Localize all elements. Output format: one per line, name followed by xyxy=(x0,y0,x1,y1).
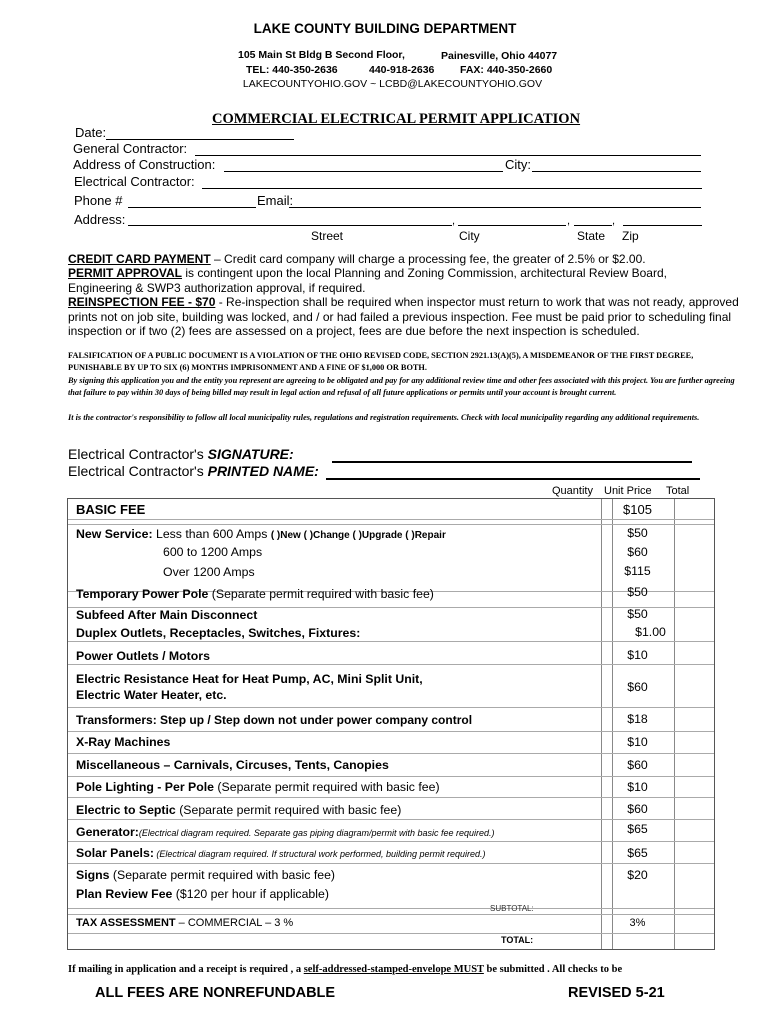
resistance-label-line2: Electric Water Heater, etc. xyxy=(76,688,227,702)
basic-fee-price: $105 xyxy=(623,502,652,517)
amps-over-1200-price: $115 xyxy=(624,564,651,578)
permit-approval-title: PERMIT APPROVAL xyxy=(68,266,183,280)
row-divider xyxy=(68,707,714,708)
misc-price: $60 xyxy=(627,758,648,772)
address-street-field[interactable] xyxy=(128,225,452,226)
pole-lighting-row xyxy=(76,780,440,794)
form-title: COMMERCIAL ELECTRICAL PERMIT APPLICATION xyxy=(212,111,581,127)
subtotal-label: SUBTOTAL: xyxy=(490,904,534,913)
zip-sublabel: Zip xyxy=(622,229,639,243)
printed-name-label xyxy=(68,463,319,479)
printed-name-field[interactable] xyxy=(326,478,700,480)
comma: , xyxy=(567,215,571,227)
mailing-suffix: be submitted . All checks to be xyxy=(483,964,623,975)
signature-field[interactable] xyxy=(332,461,692,463)
address-label: Address: xyxy=(74,212,126,227)
phone-field[interactable] xyxy=(128,207,256,208)
row-divider xyxy=(68,524,714,525)
permit-approval-notice xyxy=(68,266,728,295)
general-contractor-label: General Contractor: xyxy=(73,141,188,156)
plan-review-label: Plan Review Fee xyxy=(76,887,173,901)
amps-over-1200-label: Over 1200 Amps xyxy=(163,565,255,579)
row-divider xyxy=(68,731,714,732)
comma: , xyxy=(612,215,616,227)
pole-lighting-price: $10 xyxy=(627,780,648,794)
mailing-notice xyxy=(68,964,622,975)
power-outlets-label: Power Outlets / Motors xyxy=(76,649,210,663)
generator-note: (Electrical diagram required. Separate gas piping diagram/permit with basic fee required.) xyxy=(138,828,495,838)
row-divider xyxy=(68,933,714,934)
signature-label xyxy=(68,446,294,462)
falsification-notice: FALSIFICATION OF A PUBLIC DOCUMENT IS A VIOLATION OF THE OHIO REVISED CODE, SECTION 2921.13(A)(5), A MISDEMEANOR OF THE FIRST DEGREE, PUNISHABLE BY UP TO SIX (6) MONTHS IMPRISONMENT AND A FINE OF $1,000 OR BOTH. xyxy=(68,351,694,372)
signature-prefix: Electrical Contractor's xyxy=(68,446,208,462)
amps-600-1200-price: $60 xyxy=(627,545,648,559)
new-service-options[interactable]: ( )New ( )Change ( )Upgrade ( )Repair xyxy=(270,530,446,541)
total-label: TOTAL: xyxy=(501,935,534,945)
nonrefundable-notice: ALL FEES ARE NONREFUNDABLE xyxy=(95,985,336,1001)
subfeed-label: Subfeed After Main Disconnect xyxy=(76,608,258,622)
resistance-label-line1: Electric Resistance Heat for Heat Pump, AC, Mini Split Unit, xyxy=(76,672,423,686)
subfeed-price: $50 xyxy=(627,607,648,621)
signing-agreement xyxy=(68,375,748,398)
permit-approval-text: is contingent upon the local Planning and Zoning Commission, architectural Review Board, Engineering & SWP3 authorization approval, if required. xyxy=(68,266,667,295)
row-divider xyxy=(68,819,714,820)
row-divider xyxy=(68,841,714,842)
mailing-prefix: If mailing in application and a receipt is required , a xyxy=(68,964,304,975)
tax-price: 3% xyxy=(629,917,646,929)
address-construction-field[interactable] xyxy=(224,171,503,172)
temp-pole-row xyxy=(76,587,434,601)
generator-row xyxy=(76,825,495,839)
plan-review-row xyxy=(76,887,329,901)
col-total: Total xyxy=(666,485,690,497)
address-city-field[interactable] xyxy=(458,225,566,226)
email-field[interactable] xyxy=(289,207,701,208)
plan-review-note: ($120 per hour if applicable) xyxy=(172,887,329,901)
solar-row xyxy=(76,846,486,860)
date-label: Date: xyxy=(75,125,107,140)
solar-note: (Electrical diagram required. If structural work performed, building permit required.) xyxy=(153,849,486,859)
basic-fee-label: BASIC FEE xyxy=(76,502,146,517)
comma: , xyxy=(452,215,456,227)
department-city: Painesville, Ohio 44077 xyxy=(441,50,558,62)
septic-price: $60 xyxy=(627,802,648,816)
date-field[interactable] xyxy=(106,139,294,140)
col-unit-price: Unit Price xyxy=(604,485,652,497)
transformers-label: Transformers: Step up / Step down not under power company control xyxy=(76,713,473,727)
city-field[interactable] xyxy=(532,171,701,172)
septic-note: (Separate permit required with basic fee) xyxy=(175,803,402,817)
printed-name-prefix: Electrical Contractor's xyxy=(68,463,208,479)
email-label: Email: xyxy=(257,193,294,208)
tax-label: TAX ASSESSMENT xyxy=(76,917,176,929)
solar-label: Solar Panels: xyxy=(76,846,154,860)
electrical-contractor-field[interactable] xyxy=(202,188,702,189)
power-outlets-price: $10 xyxy=(627,648,648,662)
amps-600-1200-label: 600 to 1200 Amps xyxy=(163,545,263,559)
signing-agreement-text: By signing this application you and the entity you represent are agreeing to be obligated and pay for any additional review time and other fees associated with this project. You are further agreeing that failure to pay within 30 days of being billed may result in legal action and refusal of all future applications or permits until your account is brought current. xyxy=(68,376,735,397)
general-contractor-field[interactable] xyxy=(195,155,701,156)
department-tel: TEL: 440-350-2636 xyxy=(246,64,338,76)
reinspection-notice xyxy=(68,295,763,339)
signs-label: Signs xyxy=(76,868,110,882)
signs-price: $20 xyxy=(627,868,648,882)
department-fax: FAX: 440-350-2660 xyxy=(460,64,553,76)
new-service-label: New Service: xyxy=(76,527,153,541)
city-label: City: xyxy=(505,157,531,172)
temp-pole-price: $50 xyxy=(627,585,648,599)
city-sublabel: City xyxy=(459,229,480,243)
printed-name-emph: PRINTED NAME: xyxy=(207,463,319,479)
department-web: LAKECOUNTYOHIO.GOV ~ LCBD@LAKECOUNTYOHIO.GOV xyxy=(242,78,543,90)
generator-label: Generator: xyxy=(76,825,139,839)
col-divider xyxy=(674,499,675,949)
signs-note: (Separate permit required with basic fee) xyxy=(109,868,336,882)
new-service-row xyxy=(76,527,446,541)
solar-price: $65 xyxy=(627,846,648,860)
department-tel2: 440-918-2636 xyxy=(369,64,435,76)
resistance-price: $60 xyxy=(627,680,648,694)
address-construction-label: Address of Construction: xyxy=(73,157,216,172)
contractor-responsibility-text: It is the contractor's responsibility to follow all local municipality rules, regulations and registration requirements. Check with local municipality regarding any additional requirements. xyxy=(68,413,700,422)
phone-label: Phone # xyxy=(74,193,123,208)
row-divider xyxy=(68,753,714,754)
row-divider xyxy=(68,519,714,520)
row-divider xyxy=(68,863,714,864)
revised-date: REVISED 5-21 xyxy=(568,985,665,1001)
row-divider xyxy=(68,641,714,642)
col-quantity: Quantity xyxy=(552,485,593,497)
row-divider xyxy=(68,908,714,909)
duplex-price: $1.00 xyxy=(635,625,666,639)
misc-label: Miscellaneous – Carnivals, Circuses, Tents, Canopies xyxy=(76,758,389,772)
street-sublabel: Street xyxy=(311,229,344,243)
row-divider xyxy=(68,914,714,915)
department-address: 105 Main St Bldg B Second Floor, xyxy=(238,49,405,61)
temp-pole-label: Temporary Power Pole xyxy=(76,587,209,601)
new-service-text: Less than 600 Amps xyxy=(152,527,271,541)
reinspection-title: REINSPECTION FEE - $70 xyxy=(68,295,216,309)
pole-lighting-note: (Separate permit required with basic fee) xyxy=(214,780,440,794)
generator-price: $65 xyxy=(627,822,648,836)
xray-label: X-Ray Machines xyxy=(76,735,171,749)
septic-label: Electric to Septic xyxy=(76,803,176,817)
contractor-responsibility xyxy=(68,412,748,424)
pole-lighting-label: Pole Lighting - Per Pole xyxy=(76,780,215,794)
row-divider xyxy=(68,797,714,798)
credit-card-title: CREDIT CARD PAYMENT xyxy=(68,252,211,266)
address-zip-field[interactable] xyxy=(623,225,702,226)
signature-emph: SIGNATURE: xyxy=(207,446,294,462)
duplex-label: Duplex Outlets, Receptacles, Switches, Fixtures: xyxy=(76,626,361,640)
reinspection-text: - Re-inspection shall be required when inspector must return to work that was not ready, approved prints not on job site, building was locked, and / or had failed a previous inspection. Fee must be paid prior to scheduling final inspection or if two (2) fees are assessed on a project, fees are due before the next inspection is scheduled. xyxy=(68,295,739,338)
new-service-price: $50 xyxy=(627,526,648,540)
row-divider xyxy=(68,776,714,777)
tax-note: – COMMERCIAL – 3 % xyxy=(175,917,294,929)
septic-row xyxy=(76,803,401,817)
temp-pole-note: (Separate permit required with basic fee) xyxy=(208,587,434,601)
address-state-field[interactable] xyxy=(574,225,612,226)
electrical-contractor-label: Electrical Contractor: xyxy=(74,174,195,189)
row-divider xyxy=(68,664,714,665)
xray-price: $10 xyxy=(627,735,648,749)
tax-row xyxy=(76,917,293,929)
credit-card-text: – Credit card company will charge a processing fee, the greater of 2.5% or $2.00. xyxy=(210,252,646,266)
state-sublabel: State xyxy=(577,229,606,243)
mailing-link: self-addressed-stamped-envelope MUST xyxy=(303,964,484,975)
transformers-price: $18 xyxy=(627,712,648,726)
department-name: LAKE COUNTY BUILDING DEPARTMENT xyxy=(253,21,517,36)
credit-card-notice xyxy=(68,252,760,267)
signs-row xyxy=(76,868,335,882)
fee-table xyxy=(67,498,715,950)
